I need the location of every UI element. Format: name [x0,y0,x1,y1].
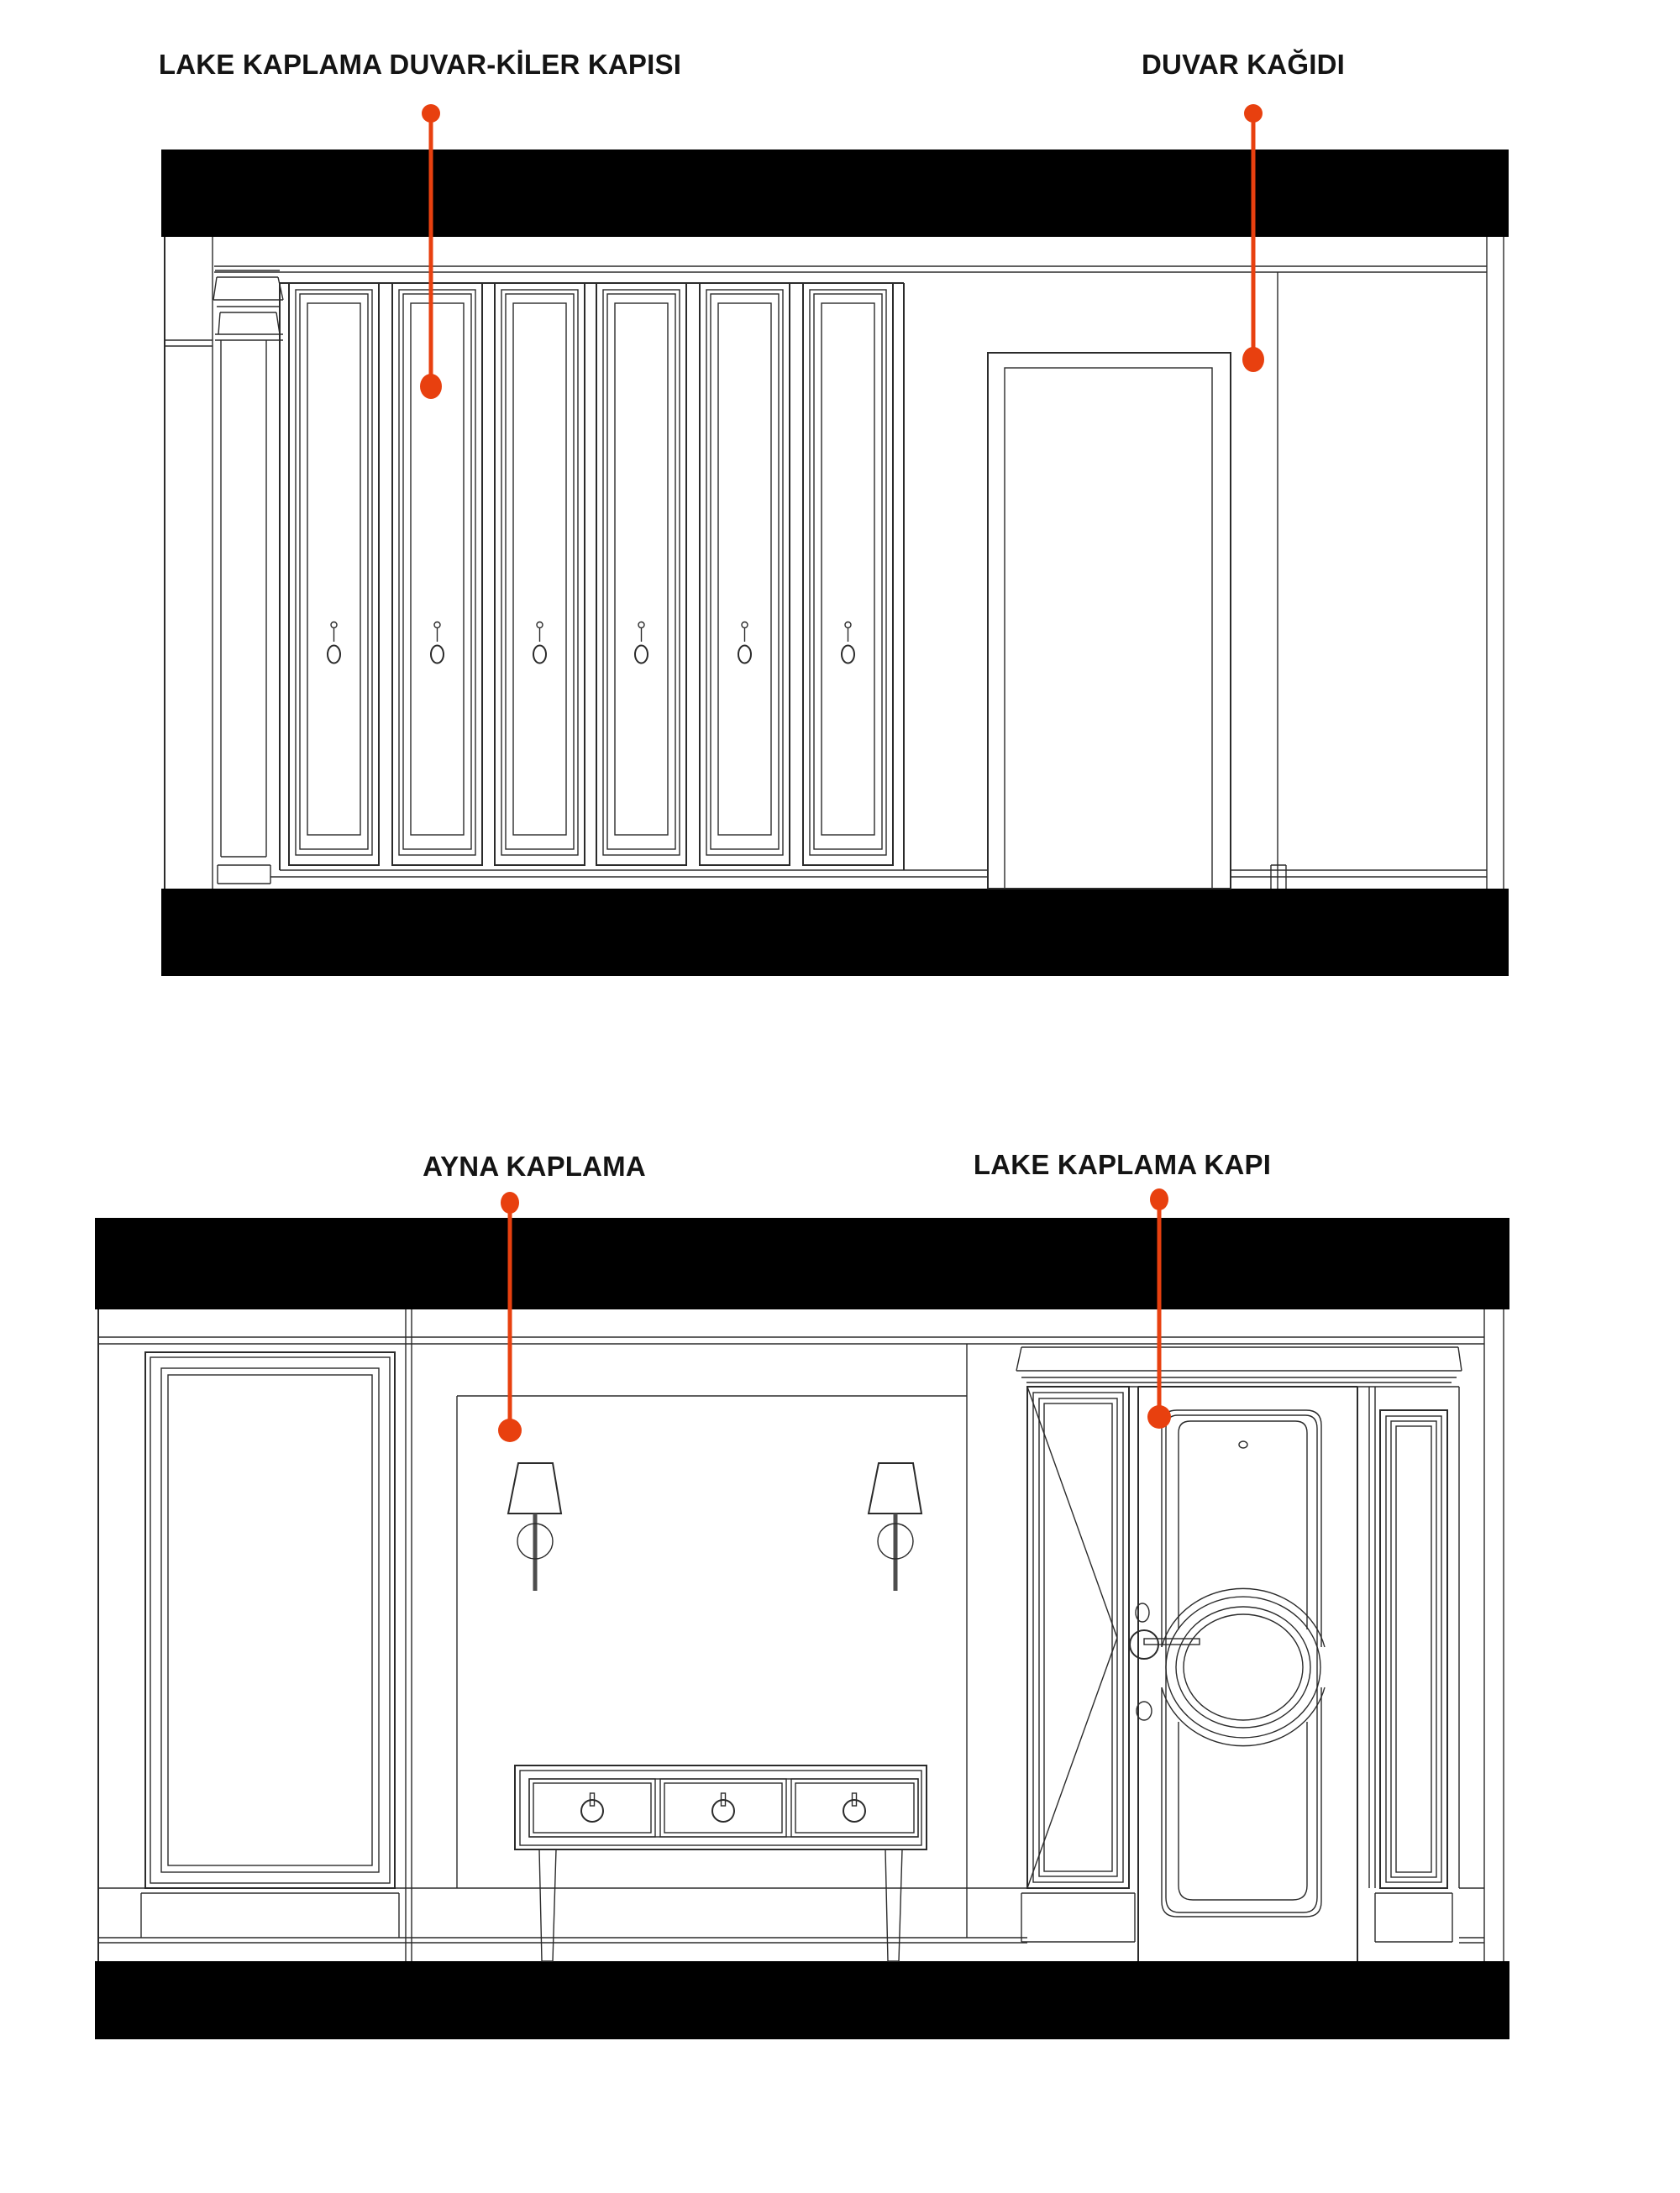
sidelight-panel [1021,1387,1135,1942]
right-wall-return [1487,237,1504,889]
door-swing-line [1027,1387,1117,1638]
floor-band [161,889,1509,976]
door-right-panel [1375,1410,1452,1942]
door-opening [988,353,1231,889]
callout-label: DUVAR KAĞIDI [1142,49,1345,80]
baseboard [98,1888,1484,1943]
left-wall-panel [141,1352,399,1938]
peephole [1239,1441,1247,1448]
callout-target-dot [420,374,442,399]
pilaster-capital [213,270,283,340]
pilaster-shaft [218,340,270,884]
top-elevation [161,150,1509,976]
baseboard [270,870,1487,877]
circle-motif [1184,1614,1303,1720]
door-leaf [1130,1410,1325,1917]
lower-crescent [1162,1687,1325,1746]
circle-motif [1176,1607,1310,1728]
callout-label: AYNA KAPLAMA [423,1151,646,1182]
wall-division [406,1309,412,1961]
door-swing-line [1027,1638,1117,1888]
callout-target-dot [1147,1405,1171,1429]
console-table [515,1765,927,1961]
entry-door-assembly [1016,1347,1462,1961]
callout-target-dot [1242,347,1264,372]
left-wall-return [165,237,213,889]
console-leg [885,1849,902,1961]
wall-sconce-left [508,1463,561,1591]
wall-sconce-right [869,1463,921,1591]
ceiling-band [95,1218,1509,1309]
console-leg [539,1849,556,1961]
callout-label: LAKE KAPLAMA DUVAR-KİLER KAPISI [158,49,682,80]
floor-band [95,1961,1509,2039]
callout-target-dot [498,1419,522,1442]
mirror-panel [457,1344,967,1938]
callout-label: LAKE KAPLAMA KAPI [973,1149,1272,1180]
right-pilaster [1271,272,1286,889]
door-jambs [1138,1387,1375,1961]
cornice-lines [98,1337,1484,1344]
wardrobe-doors [289,283,893,865]
bottom-elevation [95,1218,1509,2039]
right-wall-return [1484,1309,1504,1961]
cornice-lines [214,266,1487,272]
ceiling-band [161,150,1509,237]
door-crown-moulding [1016,1347,1462,1387]
